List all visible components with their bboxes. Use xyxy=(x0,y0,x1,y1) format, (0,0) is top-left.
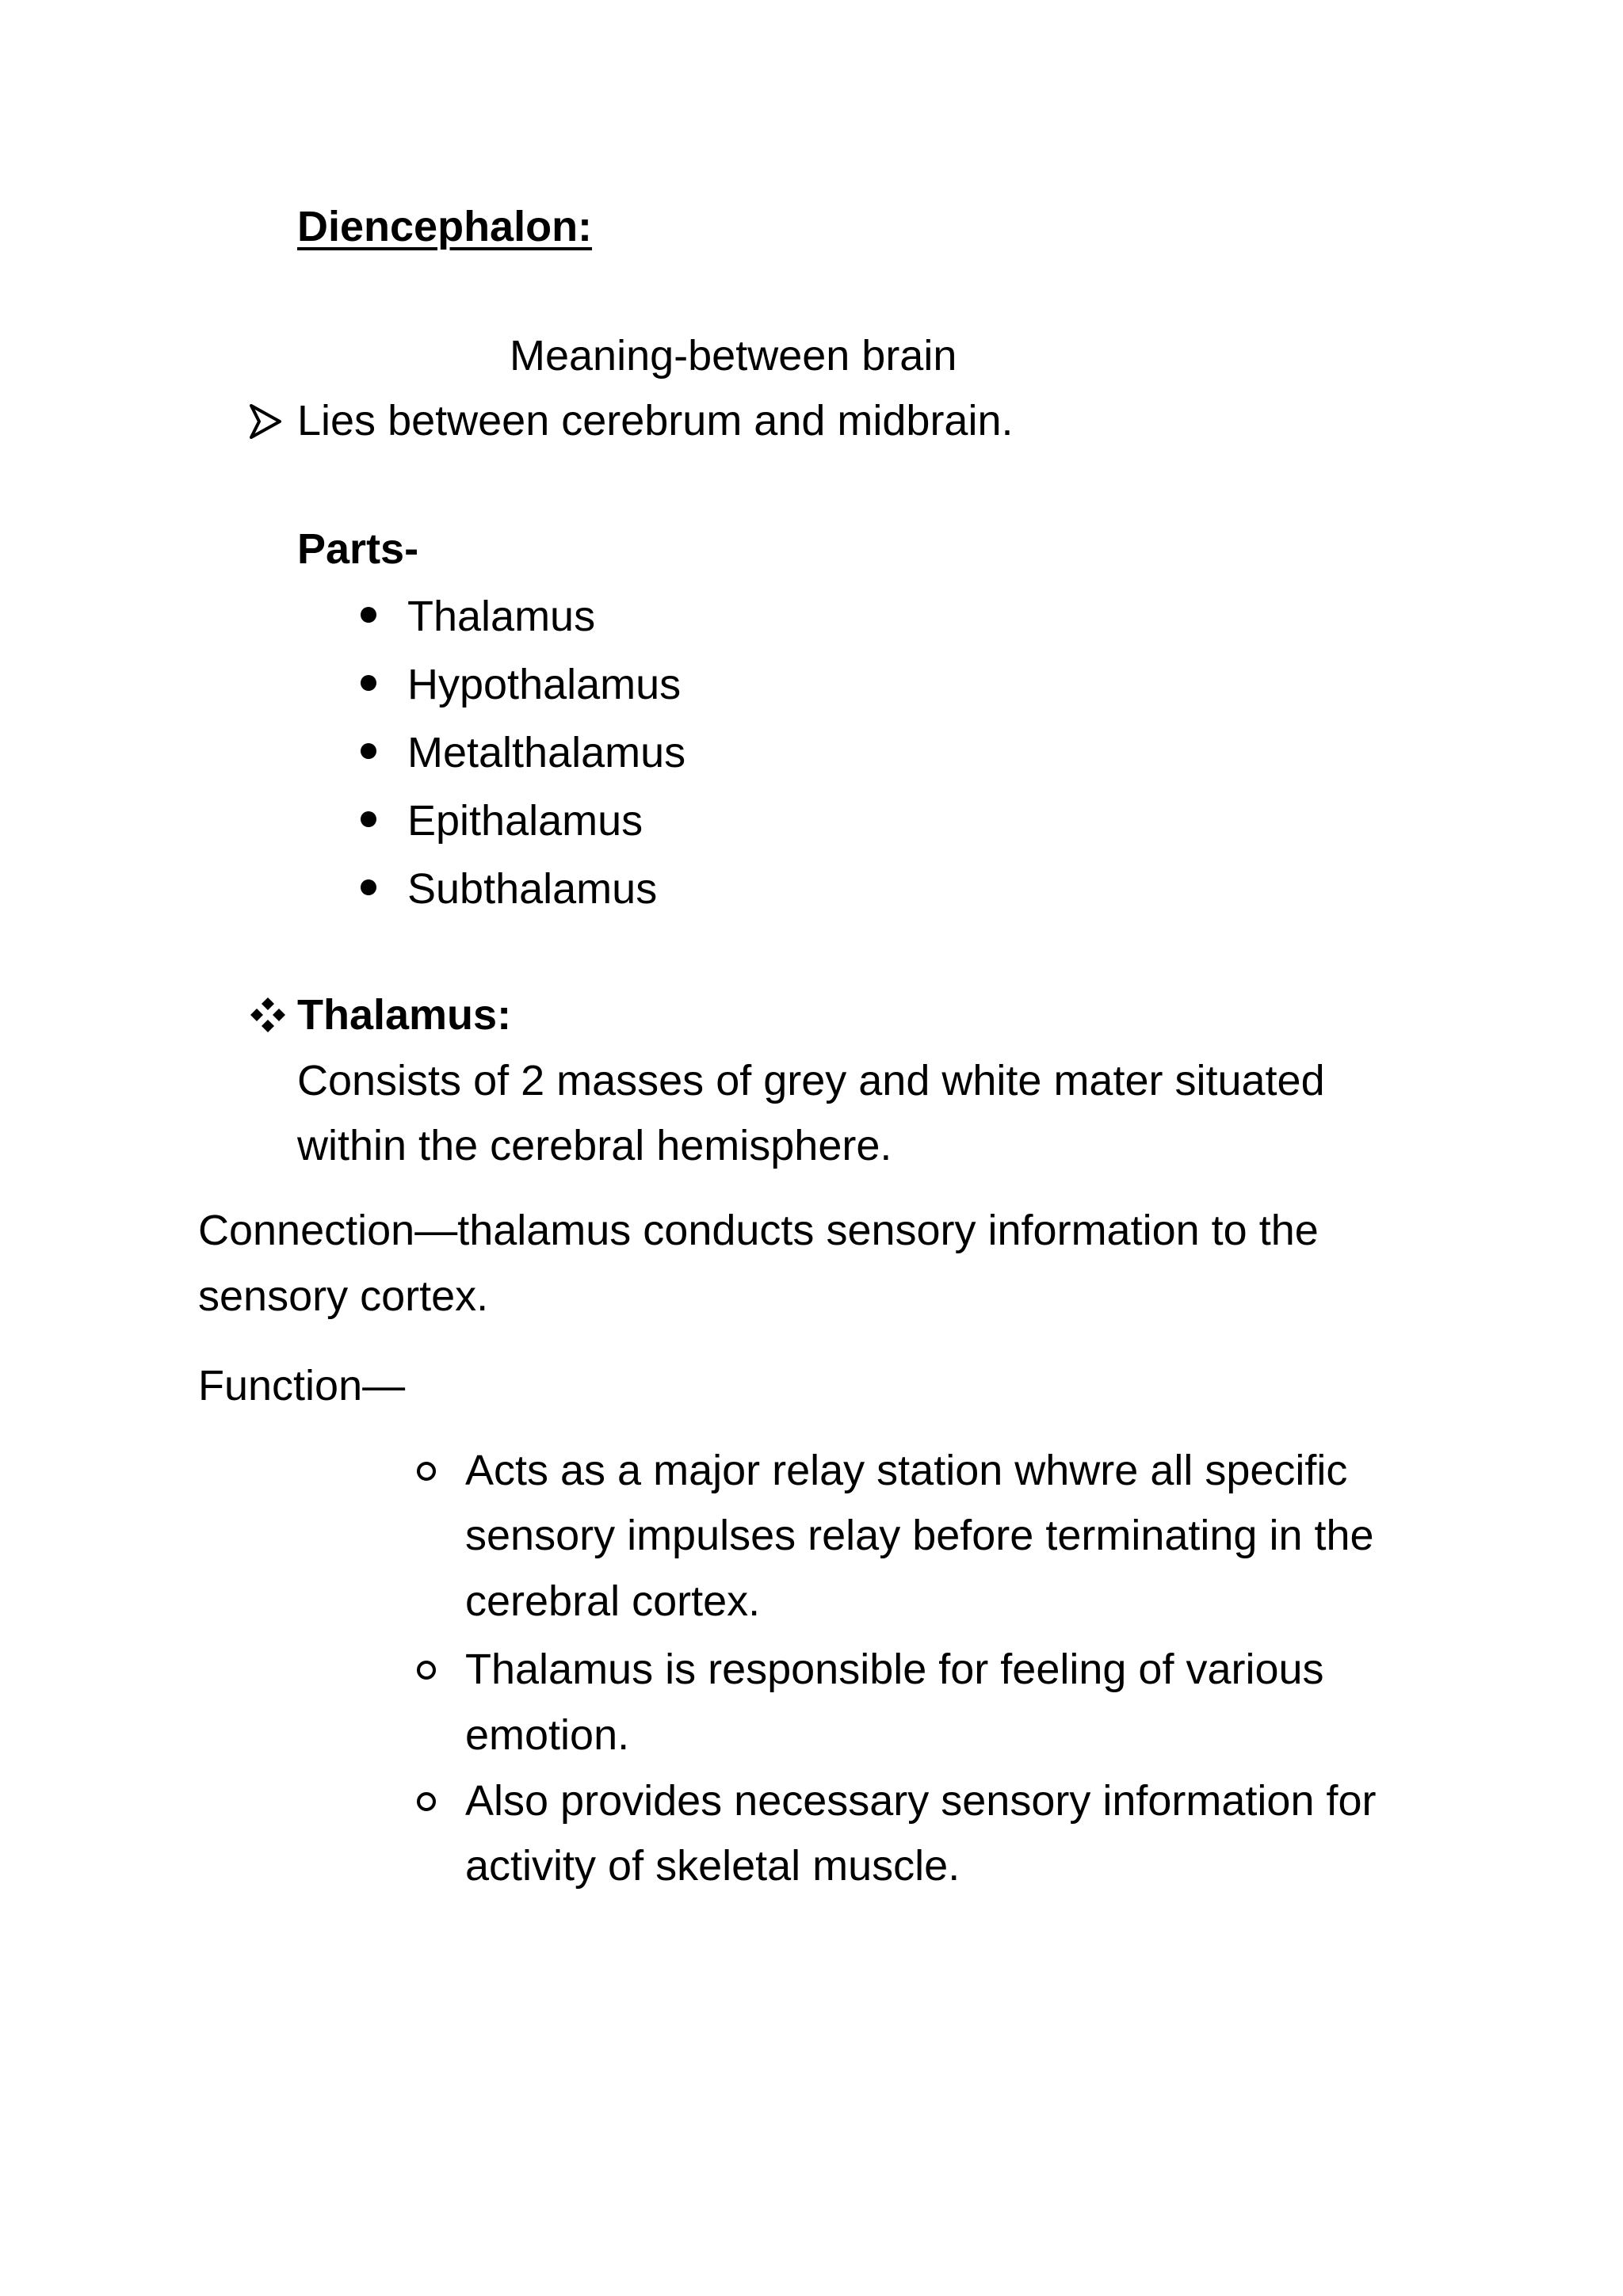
bullet-icon xyxy=(361,879,376,895)
thalamus-title: Thalamus: xyxy=(297,991,512,1039)
bullet-icon xyxy=(361,675,376,691)
function-line: cerebral cortex. xyxy=(465,1577,761,1625)
part-label: Subthalamus xyxy=(407,865,658,913)
thalamus-desc-line: Consists of 2 masses of grey and white mater situated xyxy=(297,1057,1325,1104)
connection-line: sensory cortex. xyxy=(198,1272,489,1320)
lies-between-text: Lies between cerebrum and midbrain. xyxy=(297,397,1014,444)
function-line: activity of skeletal muscle. xyxy=(465,1842,960,1890)
arrow-bullet-icon xyxy=(250,404,281,439)
connection-line: Connection—thalamus conducts sensory information to the xyxy=(198,1207,1319,1254)
function-line: Also provides necessary sensory information for xyxy=(465,1777,1377,1825)
bullet-icon xyxy=(361,743,376,759)
circle-bullet-icon xyxy=(417,1462,436,1481)
diamond-bullet-icon xyxy=(250,997,286,1033)
function-line: emotion. xyxy=(465,1711,630,1759)
page-heading: Diencephalon: xyxy=(297,203,593,250)
function-line: sensory impulses relay before terminating in the xyxy=(465,1512,1374,1559)
function-line: Acts as a major relay station whwre all specific xyxy=(465,1447,1348,1494)
bullet-icon xyxy=(361,811,376,827)
function-label: Function— xyxy=(198,1362,406,1409)
part-label: Metalthalamus xyxy=(407,729,686,776)
part-label: Epithalamus xyxy=(407,797,643,845)
circle-bullet-icon xyxy=(417,1661,436,1680)
part-label: Thalamus xyxy=(407,593,596,640)
parts-label: Parts- xyxy=(297,525,419,573)
circle-bullet-icon xyxy=(417,1792,436,1811)
part-label: Hypothalamus xyxy=(407,661,682,708)
bullet-icon xyxy=(361,607,376,623)
meaning-text: Meaning-between brain xyxy=(510,332,957,379)
function-line: Thalamus is responsible for feeling of various xyxy=(465,1646,1324,1693)
thalamus-desc-line: within the cerebral hemisphere. xyxy=(297,1122,892,1169)
